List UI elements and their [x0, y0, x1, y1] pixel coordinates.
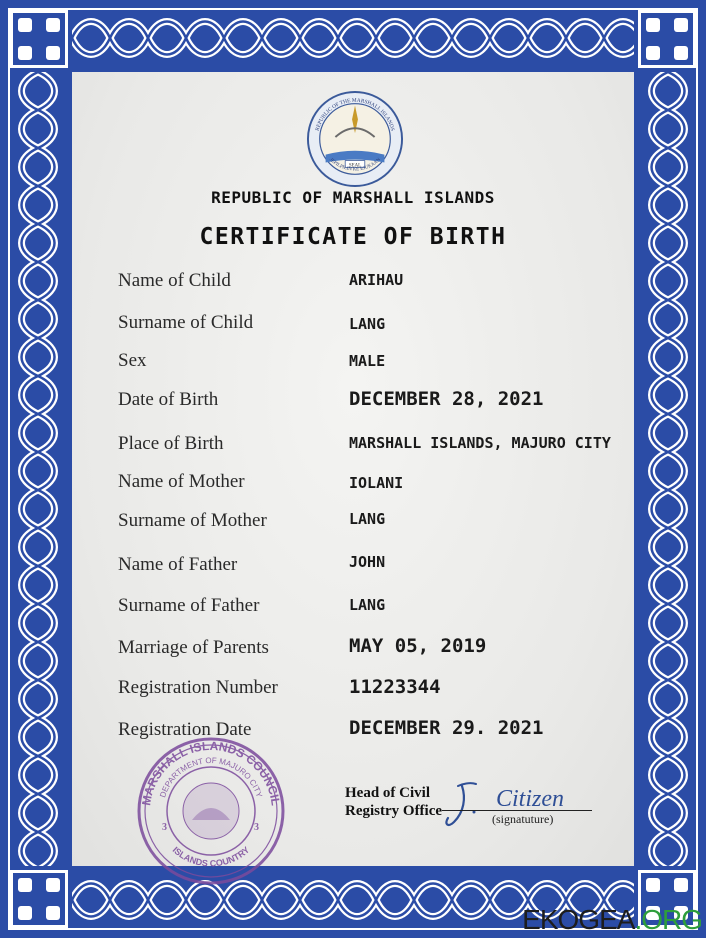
svg-text:3: 3 [254, 822, 259, 833]
label-marriage-of-parents: Marriage of Parents [118, 637, 269, 658]
watermark-part2: .ORG [634, 904, 702, 935]
svg-text:ISLANDS COUNTRY: ISLANDS COUNTRY [170, 844, 252, 869]
national-seal-icon [306, 90, 404, 188]
value-surname-of-father: LANG [349, 596, 386, 614]
label-surname-of-father: Surname of Father [118, 595, 260, 616]
corner-ornament-top-left [10, 10, 68, 68]
rope-border-left [12, 72, 64, 866]
label-surname-of-mother: Surname of Mother [118, 510, 267, 531]
signature-title-line2: Registry Office [345, 803, 443, 819]
svg-text:SEAL: SEAL [348, 163, 362, 169]
rope-border-top [72, 12, 634, 64]
label-name-of-father: Name of Father [118, 554, 238, 575]
label-name-of-mother: Name of Mother [118, 471, 245, 492]
svg-text:DEPARTMENT OF MAJURO CITY: DEPARTMENT OF MAJURO CITY [158, 755, 264, 799]
value-surname-of-child: LANG [349, 315, 386, 333]
value-marriage-of-parents: MAY 05, 2019 [349, 635, 487, 657]
value-registration-date: DECEMBER 29. 2021 [349, 717, 544, 739]
value-name-of-father: JOHN [349, 553, 386, 571]
certificate-title: CERTIFICATE OF BIRTH [199, 224, 507, 250]
republic-heading: REPUBLIC OF MARSHALL ISLANDS [211, 188, 495, 207]
rope-border-right [642, 72, 694, 866]
signature-title-line1: Head of Civil [345, 785, 430, 801]
corner-ornament-bottom-left [10, 870, 68, 928]
certificate-paper [72, 72, 634, 869]
council-stamp-icon [136, 736, 286, 886]
label-sex: Sex [118, 350, 147, 371]
value-sex: MALE [349, 352, 386, 370]
watermark [522, 904, 702, 936]
svg-text:JEPILPILIN KE EJUKAAN: JEPILPILIN KE EJUKAAN [328, 157, 382, 173]
value-name-of-child: ARIHAU [349, 271, 404, 289]
signature-line [442, 810, 592, 811]
value-registration-number: 11223344 [349, 676, 441, 698]
signature-title [345, 784, 442, 820]
svg-text:3: 3 [162, 822, 167, 833]
label-place-of-birth: Place of Birth [118, 433, 224, 454]
label-name-of-child: Name of Child [118, 270, 231, 291]
value-place-of-birth: MARSHALL ISLANDS, MAJURO CITY [349, 434, 611, 452]
corner-ornament-top-right [638, 10, 696, 68]
label-registration-number: Registration Number [118, 677, 278, 698]
value-date-of-birth: DECEMBER 28, 2021 [349, 388, 544, 410]
svg-text:REPUBLIC OF THE MARSHALL ISLAN: REPUBLIC OF THE MARSHALL ISLANDS [314, 97, 396, 132]
value-surname-of-mother: LANG [349, 510, 386, 528]
svg-text:Citizen: Citizen [496, 786, 565, 812]
signature-caption: (signatuture) [492, 812, 554, 826]
label-date-of-birth: Date of Birth [118, 389, 219, 410]
label-surname-of-child: Surname of Child [118, 312, 254, 333]
label-registration-date: Registration Date [118, 719, 252, 740]
watermark-part1: EKOGEA [522, 904, 635, 935]
value-name-of-mother: IOLANI [349, 474, 404, 492]
svg-text:MARSHALL ISLANDS COUNCIL: MARSHALL ISLANDS COUNCIL [139, 738, 283, 807]
